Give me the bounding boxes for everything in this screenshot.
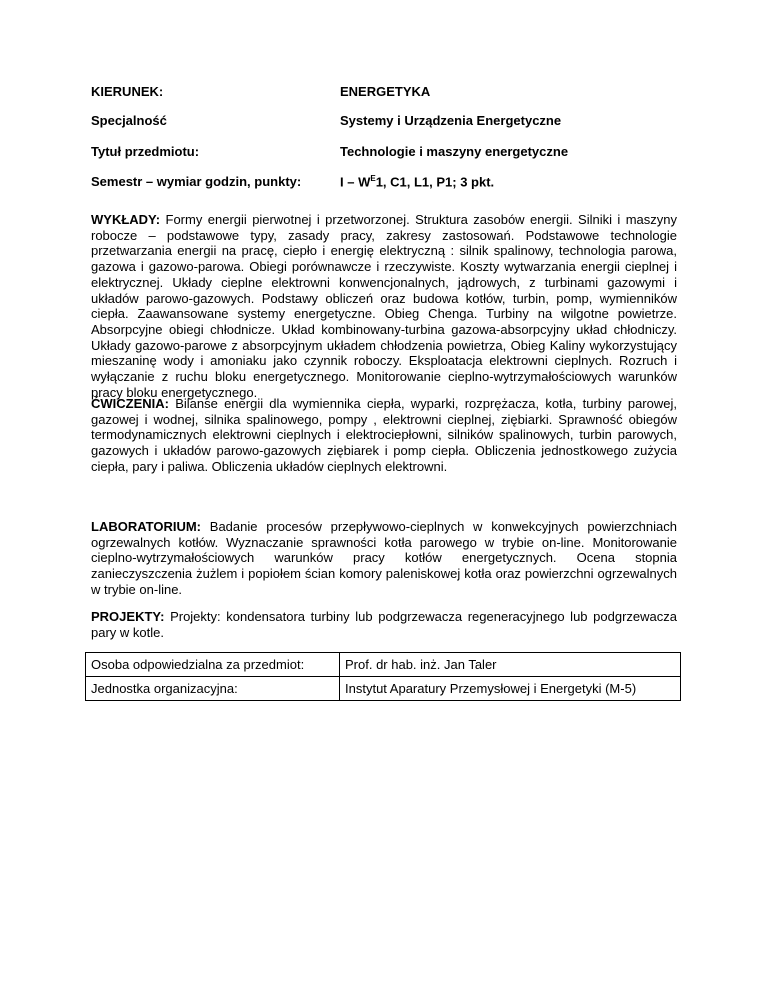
section-wyklady bbox=[91, 212, 677, 400]
specjalnosc-label: Specjalność bbox=[91, 113, 167, 128]
person-value: Prof. dr hab. inż. Jan Taler bbox=[340, 653, 681, 677]
table-row bbox=[86, 677, 681, 701]
wyklady-heading: WYKŁADY: bbox=[91, 212, 161, 227]
semestr-value-prefix: I – W bbox=[340, 174, 371, 190]
laboratorium-text: Badanie procesów przepływowo-cieplnych w konwekcyjnych powierzchniach ogrzewalnych kotłów. Wyznaczanie sprawności kotła parowego w trybie on-line. Monitorowanie cieplno-wytrzymałościowych warunków pracy kotłów energetycznych. Ocena stopnia zanieczyszczenia żużlem i popiołem ścian komory paleniskowej kotła oraz powierzchni ogrzewalnych w trybie on-line. bbox=[91, 519, 677, 597]
person-label: Osoba odpowiedzialna za przedmiot: bbox=[86, 653, 340, 677]
section-cwiczenia bbox=[91, 396, 677, 475]
unit-value: Instytut Aparatury Przemysłowej i Energetyki (M-5) bbox=[340, 677, 681, 701]
responsibility-table bbox=[85, 652, 681, 701]
projekty-text: Projekty: kondensatora turbiny lub podgrzewacza regeneracyjnego lub podgrzewacza pary w kotle. bbox=[91, 609, 677, 640]
semestr-label: Semestr – wymiar godzin, punkty: bbox=[91, 174, 302, 189]
cwiczenia-heading: ĆWICZENIA: bbox=[91, 396, 169, 411]
section-projekty bbox=[91, 609, 677, 640]
projekty-heading: PROJEKTY: bbox=[91, 609, 165, 624]
semestr-value-sup: E bbox=[370, 174, 376, 183]
semestr-value bbox=[340, 174, 494, 189]
specjalnosc-value: Systemy i Urządzenia Energetyczne bbox=[340, 113, 562, 128]
laboratorium-heading: LABORATORIUM: bbox=[91, 519, 202, 534]
section-laboratorium bbox=[91, 519, 677, 598]
table-row bbox=[86, 653, 681, 677]
kierunek-label: KIERUNEK: bbox=[91, 84, 164, 99]
tytul-label: Tytuł przedmiotu: bbox=[91, 144, 200, 159]
kierunek-value: ENERGETYKA bbox=[340, 84, 431, 99]
tytul-value: Technologie i maszyny energetyczne bbox=[340, 144, 569, 159]
cwiczenia-text: Bilanse energii dla wymiennika ciepła, wyparki, rozprężacza, kotła, turbiny parowej, gazowej i wodnej, silnika spalinowego, pompy , elektrowni cieplnej, ziębiarki. Sprawność obiegów termodynamicznych elektrowni cieplnych i elektrociepłowni, silników spalinowych, turbin parowych, gazowych i układów parowo-gazowych ziębiarek i pomp ciepła. Obliczenia jednostkowego zużycia ciepła, pary i paliwa. Obliczenia układów cieplnych elektrowni. bbox=[91, 396, 677, 474]
semestr-value-suffix: 1, C1, L1, P1; 3 pkt. bbox=[375, 174, 495, 190]
unit-label: Jednostka organizacyjna: bbox=[86, 677, 340, 701]
wyklady-text: Formy energii pierwotnej i przetworzonej. Struktura zasobów energii. Silniki i maszyny robocze – podstawowe typy, zasady pracy, zakresy zastosowań. Podstawowe technologie przetwarzania energii na pracę, ciepło i energię elektryczną : silnik spalinowy, technologia parowa, gazowa i gazowo-parowa. Obiegi porównawcze i rzeczywiste. Koszty wytwarzania energii cieplnej i elektrycznej. Układy cieplne elektrowni konwencjonalnych, jądrowych, z turbinami gazowymi i układów parowo-gazowych. Podstawy obliczeń oraz budowa kotłów, turbin, pomp, wymienników ciepła. Zaawansowane systemy energetyczne. Obieg Chenga. Turbiny na wilgotne powietrze. Absorpcyjne obiegi chłodnicze. Układ kombinowany-turbina gazowa-absorpcyjny układ chłodniczy. Układy gazowo-parowe z absorpcyjnym układem chłodzenia powietrza, Obieg Kaliny wykorzystujący mieszaninę wody i amoniaku jako czynnik roboczy. Eksploatacja elektrowni cieplnych. Rozruch i wyłączanie z ruchu bloku energetycznego. Monitorowanie cieplno-wytrzymałościowych warunków pracy bloku energetycznego. bbox=[91, 212, 677, 400]
